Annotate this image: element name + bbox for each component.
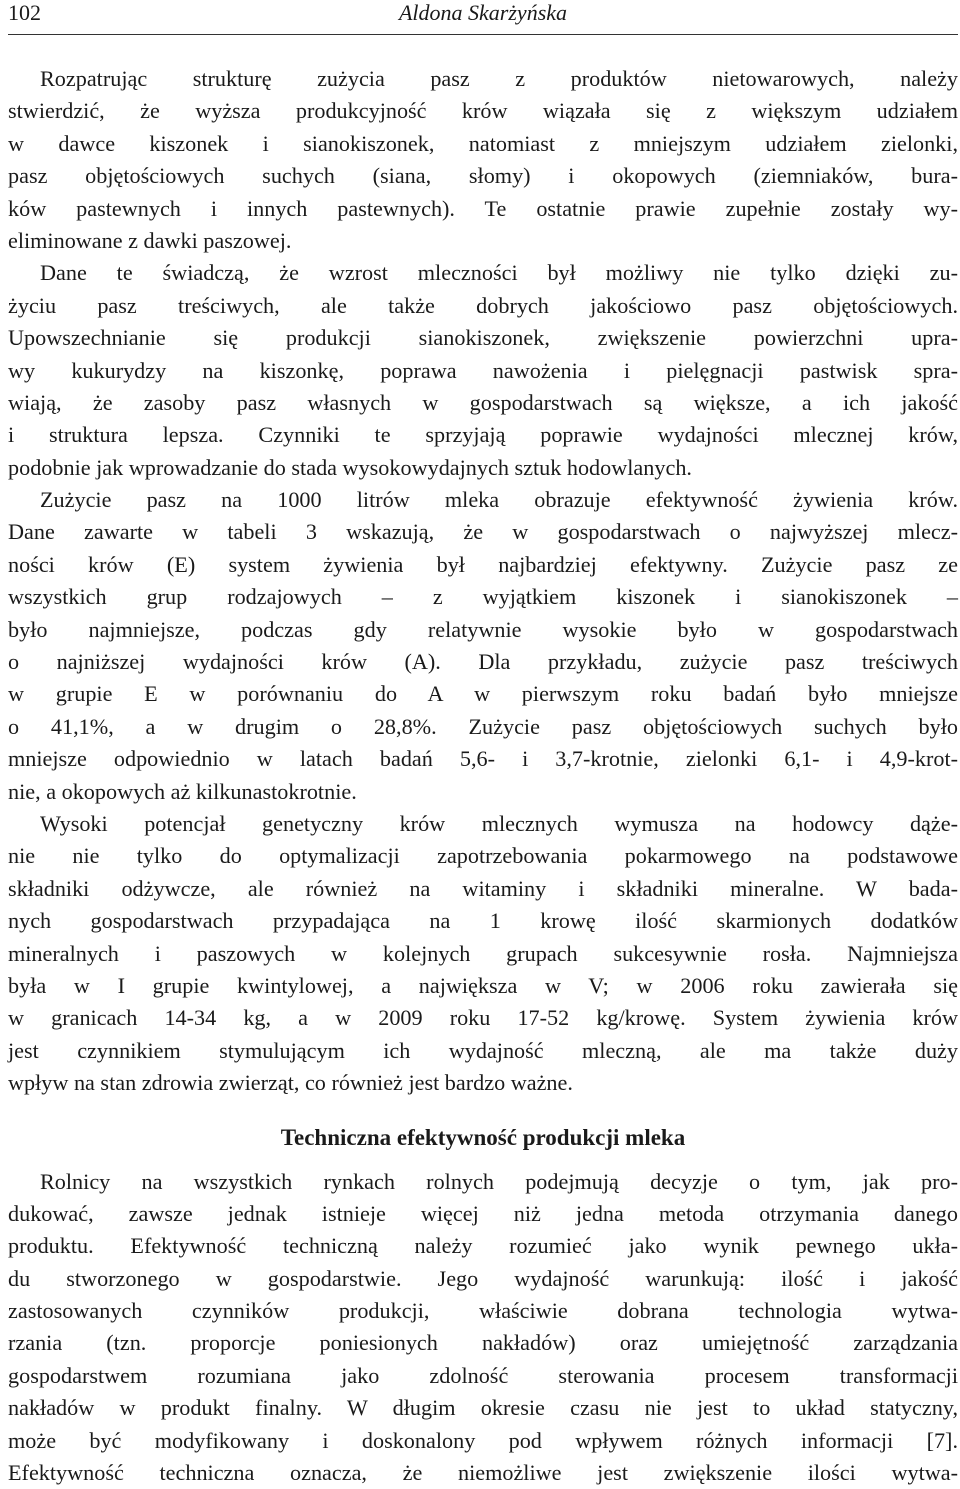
text-line: Zużycie pasz na 1000 litrów mleka obrazuje efektywność żywienia krów. (40, 487, 958, 513)
text-line: w dawce kiszonek i sianokiszonek, natomiast z mniejszym udziałem zielonki, (8, 130, 958, 156)
text-line: wy kukurydzy na kiszonkę, poprawa nawożenia i pielęgnacji pastwisk spra- (8, 357, 958, 383)
text-line: zastosowanych czynników produkcji, właściwie dobrana technologia wytwa- (8, 1298, 958, 1324)
text-line: wpływ na stan zdrowia zwierząt, co również jest bardzo ważne. (8, 1070, 573, 1096)
running-head-author: Aldona Skarżyńska (398, 0, 568, 25)
text-line: nakładów w produkt finalny. W długim okresie czasu nie jest to układ statyczny, (8, 1395, 958, 1421)
text-line: w granicach 14-34 kg, a w 2009 roku 17-52 kg/krowę. System żywienia krów (8, 1005, 958, 1031)
document-page (8, 0, 958, 1489)
text-line: Efektywność techniczna oznacza, że niemożliwe jest zwiększenie ilości wytwa- (8, 1460, 958, 1486)
text-line: produktu. Efektywność techniczną należy rozumieć jako wynik pewnego ukła- (8, 1233, 958, 1259)
text-line: Rozpatrując strukturę zużycia pasz z produktów nietowarowych, należy (40, 66, 958, 91)
text-line: była w I grupie kwintylowej, a największa w V; w 2006 roku zawierała się (8, 972, 958, 998)
page-number: 102 (8, 0, 41, 25)
text-line: jest czynnikiem stymulującym ich wydajność mleczną, ale ma także duży (8, 1037, 958, 1063)
text-line: Wysoki potencjał genetyczny krów mlecznych wymusza na hodowcy dąże- (40, 810, 958, 836)
text-line: nie, a okopowych aż kilkunastokrotnie. (8, 778, 357, 804)
text-line: nych gospodarstwach przypadająca na 1 krowę ilość skarmionych dodatków (8, 908, 958, 934)
text-line: o najniższej wydajności krów (A). Dla przykładu, zużycie pasz treściwych (8, 649, 958, 675)
text-line: może być modyfikowany i doskonalony pod wpływem różnych informacji [7]. (8, 1427, 958, 1453)
page-header (8, 0, 958, 35)
text-line: składniki odżywcze, ale również na witaminy i składniki mineralne. W bada- (8, 875, 958, 901)
text-line: nie nie tylko do optymalizacji zapotrzebowania pokarmowego na podstawowe (8, 843, 958, 869)
text-line: rzania (tzn. proporcje poniesionych nakładów) oraz umiejętność zarządzania (8, 1330, 958, 1356)
text-line: Dane te świadczą, że wzrost mleczności był możliwy nie tylko dzięki zu- (40, 260, 958, 286)
text-line: du stworzonego w gospodarstwie. Jego wydajność warunkują: ilość i jakość (8, 1265, 958, 1291)
text-line: stwierdzić, że wyższa produkcyjność krów wiązała się z większym udziałem (8, 98, 958, 124)
text-line: wiają, że zasoby pasz własnych w gospodarstwach są większe, a ich jakość (8, 389, 958, 415)
section-heading: Techniczna efektywność produkcji mleka (280, 1124, 686, 1150)
text-line: i struktura lepsza. Czynniki te sprzyjają poprawie wydajności mlecznej krów, (8, 422, 958, 448)
text-line: o 41,1%, a w drugim o 28,8%. Zużycie pasz objętościowych suchych było (8, 713, 958, 739)
text-line: Rolnicy na wszystkich rynkach rolnych podejmują decyzje o tym, jak pro- (40, 1168, 958, 1194)
text-line: wszystkich grup rodzajowych – z wyjątkiem kiszonek i sianokiszonek – (8, 584, 958, 610)
body-text (8, 63, 958, 1489)
text-line: gospodarstwem rozumiana jako zdolność sterowania procesem transformacji (8, 1362, 958, 1388)
text-line: życiu pasz treściwych, ale także dobrych jakościowo pasz objętościowych. (8, 292, 958, 318)
text-line: było najmniejsze, podczas gdy relatywnie wysokie było w gospodarstwach (8, 616, 958, 642)
text-line: mineralnych i paszowych w kolejnych grupach sukcesywnie rosła. Najmniejsza (8, 940, 958, 966)
text-line: w grupie E w porównaniu do A w pierwszym roku badań było mniejsze (8, 681, 958, 707)
text-line: ności krów (E) system żywienia był najbardziej efektywny. Zużycie pasz ze (8, 551, 958, 577)
text-line: podobnie jak wprowadzanie do stada wysokowydajnych sztuk hodowlanych. (8, 454, 692, 480)
text-line: Dane zawarte w tabeli 3 wskazują, że w gospodarstwach o najwyższej mlecz- (8, 519, 958, 545)
text-line: dukować, zawsze jednak istnieje więcej niż jedna metoda otrzymania danego (8, 1200, 958, 1226)
text-line: Upowszechnianie się produkcji sianokiszonek, zwiększenie powierzchni upra- (8, 325, 958, 351)
text-line: mniejsze odpowiednio w latach badań 5,6- i 3,7-krotnie, zielonki 6,1- i 4,9-krot- (8, 746, 958, 772)
text-line: eliminowane z dawki paszowej. (8, 227, 292, 253)
text-line: ków pastewnych i innych pastewnych). Te ostatnie prawie zupełnie zostały wy- (8, 195, 958, 221)
text-line: pasz objętościowych suchych (siana, słomy) i okopowych (ziemniaków, bura- (8, 163, 958, 189)
